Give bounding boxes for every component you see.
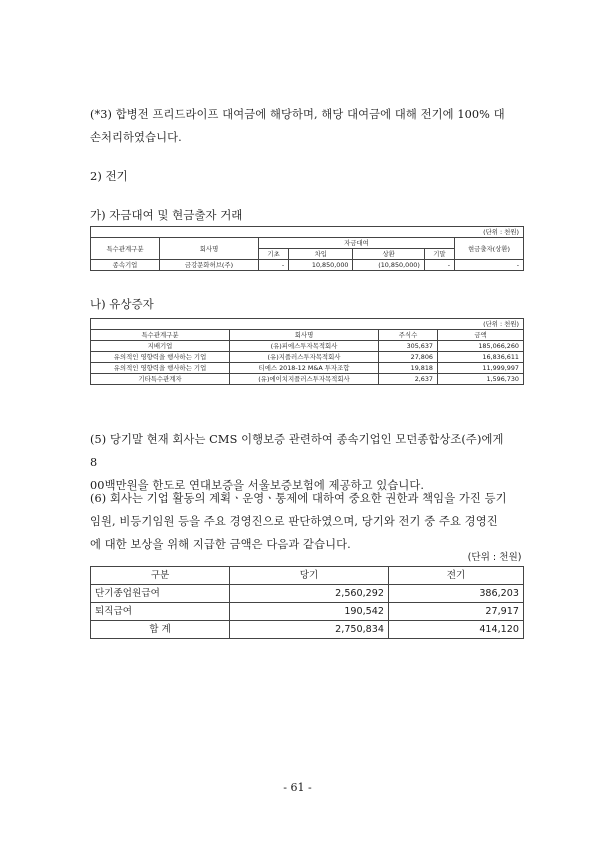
comp-header-category: 구분 bbox=[91, 567, 230, 585]
table-row bbox=[91, 603, 524, 621]
comp-cell-current: 2,560,292 bbox=[230, 585, 389, 603]
loan-table-unit: (단위 : 천원) bbox=[91, 227, 524, 238]
loan-header-closing: 기말 bbox=[424, 249, 454, 260]
capital-header-shares: 주식수 bbox=[379, 330, 438, 341]
loan-header-borrow: 차입 bbox=[289, 249, 353, 260]
loan-cell-closing: - bbox=[424, 260, 454, 271]
capital-cell-amount: 1,596,730 bbox=[438, 374, 524, 385]
comp-cell-category: 퇴직급여 bbox=[91, 603, 230, 621]
loan-header-group: 자금대여 bbox=[259, 238, 455, 249]
capital-cell-relation: 기타특수관계자 bbox=[91, 374, 230, 385]
loan-header-cash: 현금출자(상환) bbox=[455, 238, 524, 260]
comp-cell-prior: 27,917 bbox=[389, 603, 524, 621]
note5-line1: (5) 당기말 현재 회사는 CMS 이행보증 관련하여 종속기업인 모던종합상조(주)에게 8 bbox=[90, 433, 504, 469]
capital-table-unit: (단위 : 천원) bbox=[91, 319, 524, 330]
table-row bbox=[91, 363, 524, 374]
note3-line1: (*3) 합병전 프리드라이프 대여금에 해당하며, 해당 대여금에 대해 전기에 100% 대 bbox=[90, 108, 505, 121]
table-row-total bbox=[91, 621, 524, 639]
comp-cell-current: 190,542 bbox=[230, 603, 389, 621]
loan-header-company: 회사명 bbox=[160, 238, 259, 260]
capital-cell-company: (유)지플러스투자목적회사 bbox=[230, 352, 379, 363]
capital-header-amount: 금액 bbox=[438, 330, 524, 341]
capital-cell-shares: 305,637 bbox=[379, 341, 438, 352]
capital-cell-shares: 19,818 bbox=[379, 363, 438, 374]
loan-cell-opening: - bbox=[259, 260, 289, 271]
note6-line1: (6) 회사는 기업 활동의 계획ㆍ운영ㆍ통제에 대하여 중요한 권한과 책임을 가진 등기 bbox=[90, 492, 507, 505]
note6-line3: 에 대한 보상을 위해 지급한 금액은 다음과 같습니다. bbox=[90, 538, 351, 551]
comp-table-unit: (단위 : 천원) bbox=[91, 549, 524, 567]
table-row bbox=[91, 374, 524, 385]
capital-cell-amount: 11,999,997 bbox=[438, 363, 524, 374]
table-row bbox=[91, 341, 524, 352]
loan-cell-repay: (10,850,000) bbox=[353, 260, 424, 271]
note6-paragraph bbox=[90, 487, 510, 556]
comp-total-label: 합 계 bbox=[91, 621, 230, 639]
loan-cell-cash: - bbox=[455, 260, 524, 271]
capital-header-relation: 특수관계구분 bbox=[91, 330, 230, 341]
capital-increase-table bbox=[90, 318, 524, 385]
loan-header-opening: 기초 bbox=[259, 249, 289, 260]
note5-line2: 00백만원을 한도로 연대보증을 서울보증보험에 제공하고 있습니다. bbox=[90, 479, 425, 492]
table-row bbox=[91, 352, 524, 363]
capital-cell-relation: 유의적인 영향력을 행사하는 기업 bbox=[91, 363, 230, 374]
loan-header-repay: 상환 bbox=[353, 249, 424, 260]
comp-cell-prior: 386,203 bbox=[389, 585, 524, 603]
comp-header-prior: 전기 bbox=[389, 567, 524, 585]
comp-cell-category: 단기종업원급여 bbox=[91, 585, 230, 603]
capital-cell-relation: 유의적인 영향력을 행사하는 기업 bbox=[91, 352, 230, 363]
capital-cell-amount: 16,836,611 bbox=[438, 352, 524, 363]
capital-cell-amount: 185,066,260 bbox=[438, 341, 524, 352]
note6-line2: 임원, 비등기임원 등을 주요 경영진으로 판단하였으며, 당기와 전기 중 주요 경영진 bbox=[90, 515, 498, 528]
capital-cell-relation: 지배기업 bbox=[91, 341, 230, 352]
loan-header-relation: 특수관계구분 bbox=[91, 238, 160, 260]
loan-cell-relation: 종속기업 bbox=[91, 260, 160, 271]
loan-cell-company: 금강문화허브(주) bbox=[160, 260, 259, 271]
page-number: - 61 - bbox=[283, 781, 312, 794]
subsection-na-title: 나) 유상증자 bbox=[90, 297, 154, 311]
capital-cell-company: (유)에이치지플러스투자목적회사 bbox=[230, 374, 379, 385]
capital-cell-company: (유)피에스투자목적회사 bbox=[230, 341, 379, 352]
comp-total-current: 2,750,834 bbox=[230, 621, 389, 639]
note3-paragraph bbox=[90, 103, 510, 149]
capital-cell-company: 티에스 2018-12 M&A 투자조합 bbox=[230, 363, 379, 374]
loan-table bbox=[90, 226, 524, 271]
section-2-title: 2) 전기 bbox=[90, 169, 128, 183]
loan-cell-borrow: 10,850,000 bbox=[289, 260, 353, 271]
comp-header-current: 당기 bbox=[230, 567, 389, 585]
comp-total-prior: 414,120 bbox=[389, 621, 524, 639]
capital-cell-shares: 2,637 bbox=[379, 374, 438, 385]
table-row bbox=[91, 260, 524, 271]
capital-cell-shares: 27,806 bbox=[379, 352, 438, 363]
note3-line2: 손처리하였습니다. bbox=[90, 131, 182, 144]
subsection-ga-title: 가) 자금대여 및 현금출자 거래 bbox=[90, 208, 243, 222]
compensation-table bbox=[90, 549, 524, 639]
capital-header-company: 회사명 bbox=[230, 330, 379, 341]
table-row bbox=[91, 585, 524, 603]
